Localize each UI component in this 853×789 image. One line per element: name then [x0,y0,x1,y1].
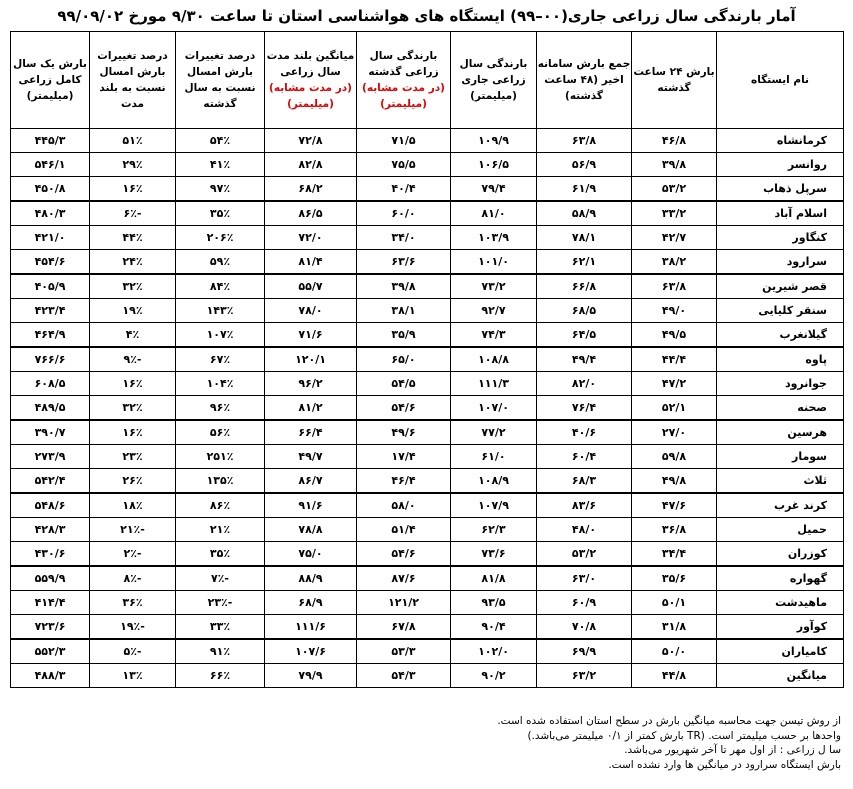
table-row [11,153,844,177]
value-cell: ۱۰۸/۹ [451,469,537,494]
value-cell: ۴۶/۸ [632,129,717,153]
value-cell: ۲۱٪ [176,518,265,542]
column-header [632,32,717,129]
table-row [11,615,844,640]
value-cell: ۴۸/۰ [537,518,632,542]
table-row [11,226,844,250]
footnote-line: سا ل زراعی : از اول مهر تا آخر شهریور می‌باشد. [624,744,841,756]
station-name-cell: سرارود [717,250,844,275]
value-cell: ۳۸/۲ [632,250,717,275]
value-cell: ۸۱/۴ [265,250,357,275]
station-name-cell: گیلانغرب [717,323,844,348]
table-row [11,129,844,153]
station-name-cell: کامیاران [717,639,844,664]
value-cell: -۱۹٪ [90,615,176,640]
station-name-cell: اسلام آباد [717,201,844,226]
value-cell: ۱۰۷/۶ [265,639,357,664]
column-header-label: جمع بارش سامانه اخیر (۴۸ ساعت گذشته) [537,58,631,102]
value-cell: ۶۰/۴ [537,445,632,469]
value-cell: ۷۹/۹ [265,664,357,688]
value-cell: ۶۸/۹ [265,591,357,615]
value-cell: ۴۹/۶ [357,420,451,445]
table-row [11,639,844,664]
value-cell: ۵۶/۹ [537,153,632,177]
value-cell: ۴۰/۶ [537,420,632,445]
station-name-cell: پاوه [717,347,844,372]
station-name-cell: کوزران [717,542,844,567]
station-name-cell: سومار [717,445,844,469]
value-cell: ۵۴٪ [176,129,265,153]
value-cell: ۶۱/۹ [537,177,632,202]
value-cell: ۷۳/۲ [451,274,537,299]
column-header-label: بارش ۲۴ ساعت گذشته [633,66,715,94]
value-cell: ۳۶٪ [90,591,176,615]
value-cell: ۳۶/۸ [632,518,717,542]
table-row [11,493,844,518]
station-name-cell: سرپل ذهاب [717,177,844,202]
value-cell: ۷۲۳/۶ [11,615,90,640]
value-cell: ۶۳/۲ [537,664,632,688]
value-cell: ۳۵/۶ [632,566,717,591]
value-cell: ۱۰۷/۹ [451,493,537,518]
station-name-cell: قصر شیرین [717,274,844,299]
value-cell: ۱۷/۴ [357,445,451,469]
value-cell: ۱۲۰/۱ [265,347,357,372]
footnotes [11,714,841,772]
value-cell: ۳۹/۸ [357,274,451,299]
page-title: آمار بارندگی سال زراعی جاری(۰۰–۹۹) ایستگاه های هواشناسی استان تا ساعت ۹/۳۰ مورخ ۹۹/۰۹/۰۲ [57,7,796,25]
value-cell: ۲۷/۰ [632,420,717,445]
value-cell: ۳۹/۸ [632,153,717,177]
value-cell: ۳۹۰/۷ [11,420,90,445]
value-cell: ۱۰۱/۰ [451,250,537,275]
value-cell: ۵۳/۳ [357,639,451,664]
station-name-cell: کنگاور [717,226,844,250]
value-cell: ۶۶٪ [176,664,265,688]
value-cell: ۹۳/۵ [451,591,537,615]
value-cell: ۵۸/۹ [537,201,632,226]
value-cell: ۱۰۷/۰ [451,396,537,421]
station-name-cell: میانگین [717,664,844,688]
value-cell: ۸۸/۹ [265,566,357,591]
value-cell: ۵۴/۳ [357,664,451,688]
column-header-label: نام ایستگاه [751,74,809,86]
value-cell: ۴۰/۴ [357,177,451,202]
table-row [11,323,844,348]
value-cell: ۷۱/۶ [265,323,357,348]
value-cell: ۵۸/۰ [357,493,451,518]
value-cell: ۴۲۸/۳ [11,518,90,542]
value-cell: ۱۹٪ [90,299,176,323]
value-cell: -۲٪ [90,542,176,567]
value-cell: ۴۰۵/۹ [11,274,90,299]
value-cell: ۶۴/۵ [537,323,632,348]
value-cell: -۹٪ [90,347,176,372]
table-row [11,566,844,591]
value-cell: -۲۱٪ [90,518,176,542]
value-cell: ۶۳/۶ [357,250,451,275]
station-name-cell: روانسر [717,153,844,177]
value-cell: ۸۶/۵ [265,201,357,226]
value-cell: ۴۴٪ [90,226,176,250]
value-cell: ۸۶٪ [176,493,265,518]
footnote-line: بارش ایستگاه سرارود در میانگین ها وارد نشده است. [608,758,841,771]
value-cell: ۳۴/۰ [357,226,451,250]
footnote-line: از روش تیسن جهت محاسبه میانگین بارش در سطح استان استفاده شده است. [497,715,841,727]
value-cell: ۱۶٪ [90,420,176,445]
value-cell: ۳۳/۲ [632,201,717,226]
value-cell: ۲۹٪ [90,153,176,177]
value-cell: ۶۹/۹ [537,639,632,664]
value-cell: ۷۹/۴ [451,177,537,202]
footnote-line: واحدها بر حسب میلیمتر است. (TR بارش کمتر از ۰/۱ میلیمتر می‌باشد.) [527,729,841,742]
value-cell: ۹۷٪ [176,177,265,202]
value-cell: ۴۵۰/۸ [11,177,90,202]
value-cell: ۴۴/۴ [632,347,717,372]
value-cell: ۶۳/۸ [632,274,717,299]
table-row [11,372,844,396]
value-cell: ۸۳/۶ [537,493,632,518]
value-cell: ۹۰/۴ [451,615,537,640]
value-cell: ۱۸٪ [90,493,176,518]
value-cell: ۹۰/۲ [451,664,537,688]
value-cell: ۲۳٪ [90,445,176,469]
value-cell: ۳۵/۹ [357,323,451,348]
value-cell: -۲۳٪ [176,591,265,615]
value-cell: ۷۲/۰ [265,226,357,250]
station-name-cell: کوآور [717,615,844,640]
value-cell: ۶۱/۰ [451,445,537,469]
value-cell: -۸٪ [90,566,176,591]
value-cell: ۵۵/۷ [265,274,357,299]
table-row [11,396,844,421]
value-cell: ۵۰/۰ [632,639,717,664]
value-cell: ۷۵/۵ [357,153,451,177]
value-cell: ۸۱/۸ [451,566,537,591]
value-cell: ۷۷/۲ [451,420,537,445]
table-row [11,664,844,688]
value-cell: ۵۴۶/۱ [11,153,90,177]
value-cell: ۶۲/۱ [537,250,632,275]
value-cell: ۹۶٪ [176,396,265,421]
column-header [90,32,176,129]
station-name-cell: گهواره [717,566,844,591]
value-cell: ۴۴۵/۳ [11,129,90,153]
value-cell: ۴۷/۶ [632,493,717,518]
value-cell: ۴۹/۴ [537,347,632,372]
value-cell: ۸۱/۰ [451,201,537,226]
value-cell: -۷٪ [176,566,265,591]
value-cell: ۳۱/۸ [632,615,717,640]
value-cell: ۷۶۶/۶ [11,347,90,372]
value-cell: ۴۷/۲ [632,372,717,396]
value-cell: ۷۰/۸ [537,615,632,640]
value-cell: ۱۰۶/۵ [451,153,537,177]
column-header-note: (در مدت مشابه) (میلیمتر) [269,82,352,110]
value-cell: ۷۱/۵ [357,129,451,153]
value-cell: ۵۵۹/۹ [11,566,90,591]
value-cell: ۴۹/۰ [632,299,717,323]
value-cell: ۳۴/۴ [632,542,717,567]
value-cell: ۴۹/۸ [632,469,717,494]
value-cell: ۹۱٪ [176,639,265,664]
value-cell: -۵٪ [90,639,176,664]
value-cell: ۳۳٪ [176,615,265,640]
value-cell: ۴۸۹/۵ [11,396,90,421]
value-cell: ۸۲/۰ [537,372,632,396]
value-cell: ۳۸/۱ [357,299,451,323]
column-header-note: (در مدت مشابه) (میلیمتر) [362,82,445,110]
value-cell: ۴۶/۴ [357,469,451,494]
value-cell: ۷۲/۸ [265,129,357,153]
value-cell: ۶۷٪ [176,347,265,372]
value-cell: ۵۹/۸ [632,445,717,469]
column-header-label: درصد تغییرات بارش امسال نسبت به سال گذشته [184,50,256,110]
value-cell: ۶۰/۰ [357,201,451,226]
value-cell: ۵۴/۵ [357,372,451,396]
station-name-cell: سنقر کلیایی [717,299,844,323]
value-cell: ۷۸/۱ [537,226,632,250]
value-cell: -۶٪ [90,201,176,226]
value-cell: ۶۳/۸ [537,129,632,153]
value-cell: ۸۱/۲ [265,396,357,421]
value-cell: ۱۰۹/۹ [451,129,537,153]
table-row [11,347,844,372]
table-body [11,129,844,688]
value-cell: ۵۴/۶ [357,396,451,421]
rainfall-table [10,31,844,688]
value-cell: ۳۲٪ [90,274,176,299]
value-cell: ۶۸/۵ [537,299,632,323]
column-header [717,32,844,129]
value-cell: ۱۰۸/۸ [451,347,537,372]
value-cell: ۶۶/۸ [537,274,632,299]
table-row [11,201,844,226]
column-header [176,32,265,129]
value-cell: ۵۴۸/۶ [11,493,90,518]
table-row [11,469,844,494]
station-name-cell: کرند غرب [717,493,844,518]
station-name-cell: کرمانشاه [717,129,844,153]
value-cell: ۷۵/۰ [265,542,357,567]
column-header [357,32,451,129]
value-cell: ۱۰۳/۹ [451,226,537,250]
value-cell: ۶۰۸/۵ [11,372,90,396]
value-cell: ۴۲۱/۰ [11,226,90,250]
value-cell: ۸۲/۸ [265,153,357,177]
value-cell: ۹۱/۶ [265,493,357,518]
value-cell: ۶۰/۹ [537,591,632,615]
table-row [11,177,844,202]
value-cell: ۱۴۳٪ [176,299,265,323]
column-header [265,32,357,129]
station-name-cell: ماهیدشت [717,591,844,615]
value-cell: ۶۷/۸ [357,615,451,640]
value-cell: ۱۶٪ [90,372,176,396]
value-cell: ۴۲/۷ [632,226,717,250]
column-header [537,32,632,129]
column-header [11,32,90,129]
value-cell: ۶۶/۴ [265,420,357,445]
table-row [11,274,844,299]
table-row [11,299,844,323]
value-cell: ۷۶/۴ [537,396,632,421]
value-cell: ۷۴/۳ [451,323,537,348]
value-cell: ۲۵۱٪ [176,445,265,469]
value-cell: ۶۸/۳ [537,469,632,494]
station-name-cell: ثلاث [717,469,844,494]
value-cell: ۶۲/۳ [451,518,537,542]
value-cell: ۷۸/۸ [265,518,357,542]
value-cell: ۵۱/۴ [357,518,451,542]
value-cell: ۴۸۸/۳ [11,664,90,688]
value-cell: ۵۱٪ [90,129,176,153]
value-cell: ۴۶۴/۹ [11,323,90,348]
value-cell: ۴۳۰/۶ [11,542,90,567]
value-cell: ۷۳/۶ [451,542,537,567]
value-cell: ۴۵۴/۶ [11,250,90,275]
station-name-cell: حمیل [717,518,844,542]
table-row [11,420,844,445]
column-header-label: درصد تغییرات بارش امسال نسبت به بلند مدت [97,50,168,110]
station-name-cell: جوانرود [717,372,844,396]
value-cell: ۴۸۰/۳ [11,201,90,226]
table-header-row [11,32,844,129]
column-header-label: بارش یک سال کامل زراعی (میلیمتر) [13,58,87,102]
station-name-cell: هرسین [717,420,844,445]
value-cell: ۱۰۲/۰ [451,639,537,664]
value-cell: ۱۶٪ [90,177,176,202]
value-cell: ۸۴٪ [176,274,265,299]
value-cell: ۱۲۱/۲ [357,591,451,615]
value-cell: ۹۶/۲ [265,372,357,396]
value-cell: ۵۴/۶ [357,542,451,567]
value-cell: ۵۹٪ [176,250,265,275]
value-cell: ۳۲٪ [90,396,176,421]
value-cell: ۳۵٪ [176,542,265,567]
value-cell: ۵۵۲/۳ [11,639,90,664]
value-cell: ۵۲/۱ [632,396,717,421]
value-cell: ۴۲۳/۴ [11,299,90,323]
value-cell: ۴٪ [90,323,176,348]
value-cell: ۵۴۲/۴ [11,469,90,494]
value-cell: ۴۹/۷ [265,445,357,469]
value-cell: ۲۶٪ [90,469,176,494]
value-cell: ۴۱۴/۴ [11,591,90,615]
value-cell: ۲۰۶٪ [176,226,265,250]
value-cell: ۱۰۷٪ [176,323,265,348]
value-cell: ۵۳/۲ [632,177,717,202]
table-row [11,591,844,615]
value-cell: ۳۵٪ [176,201,265,226]
table-row [11,518,844,542]
value-cell: ۶۸/۲ [265,177,357,202]
value-cell: ۵۶٪ [176,420,265,445]
value-cell: ۸۷/۶ [357,566,451,591]
table-row [11,542,844,567]
value-cell: ۸۶/۷ [265,469,357,494]
value-cell: ۵۳/۲ [537,542,632,567]
station-name-cell: صحنه [717,396,844,421]
value-cell: ۴۹/۵ [632,323,717,348]
value-cell: ۲۷۳/۹ [11,445,90,469]
value-cell: ۱۰۴٪ [176,372,265,396]
value-cell: ۱۳٪ [90,664,176,688]
table-row [11,445,844,469]
value-cell: ۱۳۵٪ [176,469,265,494]
column-header-label: میانگین بلند مدت سال زراعی [266,50,355,78]
value-cell: ۱۱۱/۶ [265,615,357,640]
value-cell: ۴۱٪ [176,153,265,177]
value-cell: ۴۴/۸ [632,664,717,688]
value-cell: ۶۵/۰ [357,347,451,372]
column-header-label: بارندگی سال زراعی جاری (میلیمتر) [459,58,528,102]
value-cell: ۱۱۱/۳ [451,372,537,396]
column-header-label: بارندگی سال زراعی گذشته [368,50,439,78]
value-cell: ۹۲/۷ [451,299,537,323]
table-row [11,250,844,275]
value-cell: ۶۳/۰ [537,566,632,591]
column-header [451,32,537,129]
value-cell: ۵۰/۱ [632,591,717,615]
value-cell: ۷۸/۰ [265,299,357,323]
value-cell: ۲۴٪ [90,250,176,275]
